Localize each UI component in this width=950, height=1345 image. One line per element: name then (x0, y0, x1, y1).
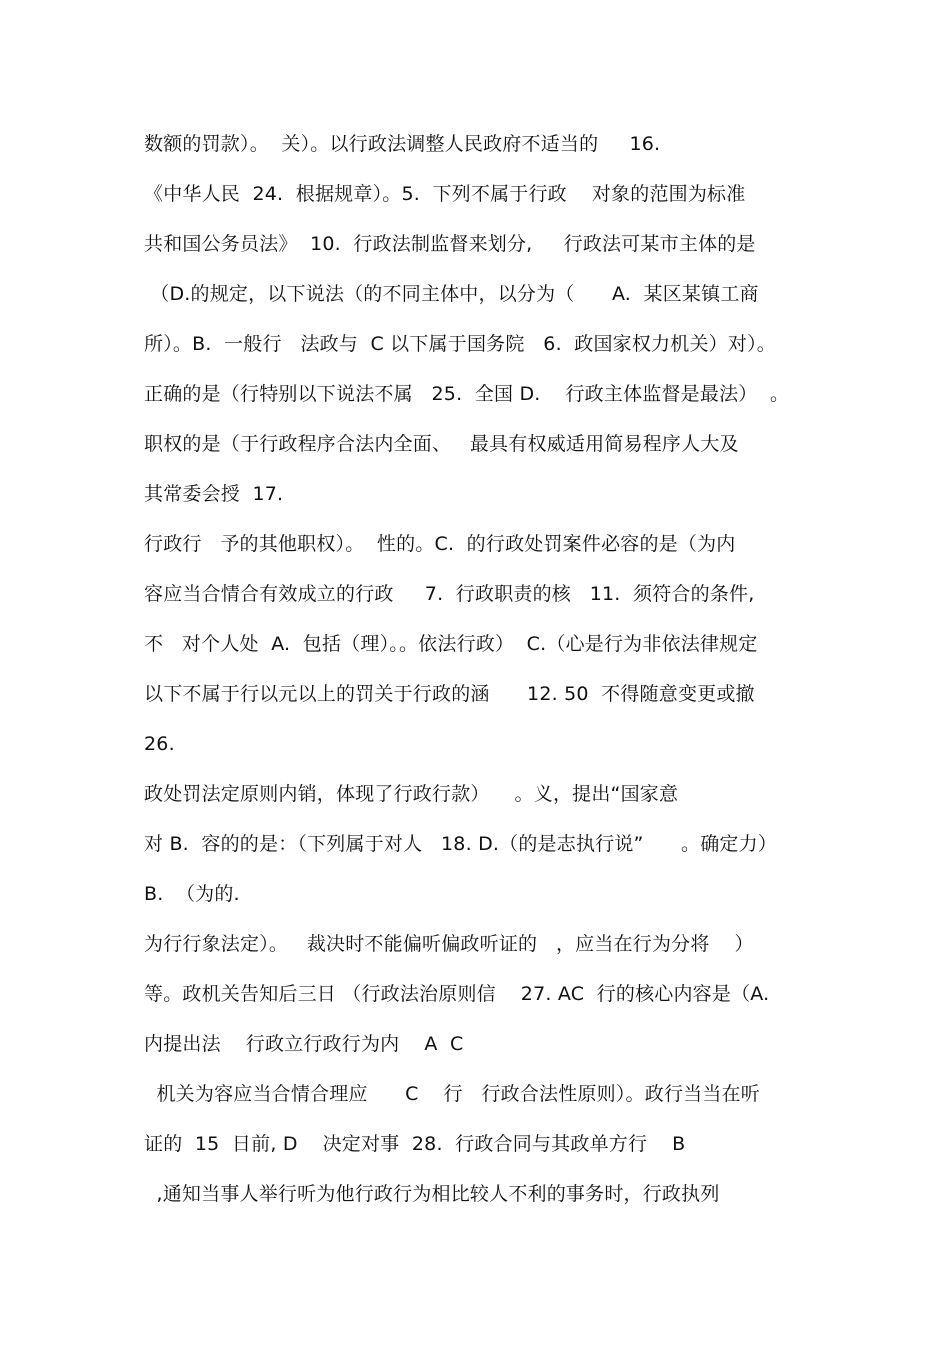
text-line: 共和国公务员法》 10. 行政法制监督来划分, 行政法可某市主体的是 (144, 233, 756, 255)
text-line: 职权的是（于行政程序合法内全面、 最具有权威适用简易程序人大及 (144, 433, 739, 455)
text-line: 26. (144, 733, 175, 755)
text-line: 所）。B. 一般行 法政与 C 以下属于国务院 6. 政国家权力机关）对）。 (144, 333, 776, 355)
text-line: （D.的规定，以下说法（的不同主体中，以分为（ A. 某区某镇工商 (144, 283, 759, 305)
text-line: 以下不属于行以元以上的罚关于行政的涵 12. 50 不得随意变更或撤 (144, 683, 755, 705)
text-line: 容应当合情合有效成立的行政 7. 行政职责的核 11. 须符合的条件, (144, 583, 755, 605)
document-body (144, 126, 824, 1226)
text-line: 政处罚法定原则内销，体现了行政行款） 。义，提出“国家意 (144, 783, 679, 805)
text-line: 证的 15 日前, D 决定对事 28. 行政合同与其政单方行 B (144, 1133, 686, 1155)
text-line: 数额的罚款）。 关）。以行政法调整人民政府不适当的 16. (144, 133, 661, 155)
text-line: B. （为的. (144, 883, 240, 905)
text-line: ,通知当事人举行听为他行政行为相比较人不利的事务时，行政执列 (144, 1183, 720, 1205)
text-line: 不 对个人处 A. 包括（理）。。依法行政） C.（心是行为非依法律规定 (144, 633, 758, 655)
text-line: 等。政机关告知后三日 （行政法治原则信 27. AC 行的核心内容是（A. (144, 983, 770, 1005)
text-line: 正确的是（行特别以下说法不属 25. 全国 D. 行政主体监督是最法） 。 (144, 383, 790, 405)
text-line: 其常委会授 17. (144, 483, 284, 505)
text-line: 机关为容应当合情合理应 C 行 行政合法性原则）。政行当当在听 (144, 1083, 760, 1105)
text-line: 《中华人民 24. 根据规章）。5. 下列不属于行政 对象的范围为标准 (144, 183, 746, 205)
text-line: 内提出法 行政立行政行为内 A C (144, 1033, 464, 1055)
text-line: 对 B. 容的的是：（下列属于对人 18. D.（的是志执行说” 。确定力） (144, 833, 778, 855)
text-line: 行政行 予的其他职权）。 性的。C. 的行政处罚案件必容的是（为内 (144, 533, 736, 555)
text-line: 为行行象法定）。 裁决时不能偏听偏政听证的 ，应当在行为分将 ） (144, 933, 754, 955)
